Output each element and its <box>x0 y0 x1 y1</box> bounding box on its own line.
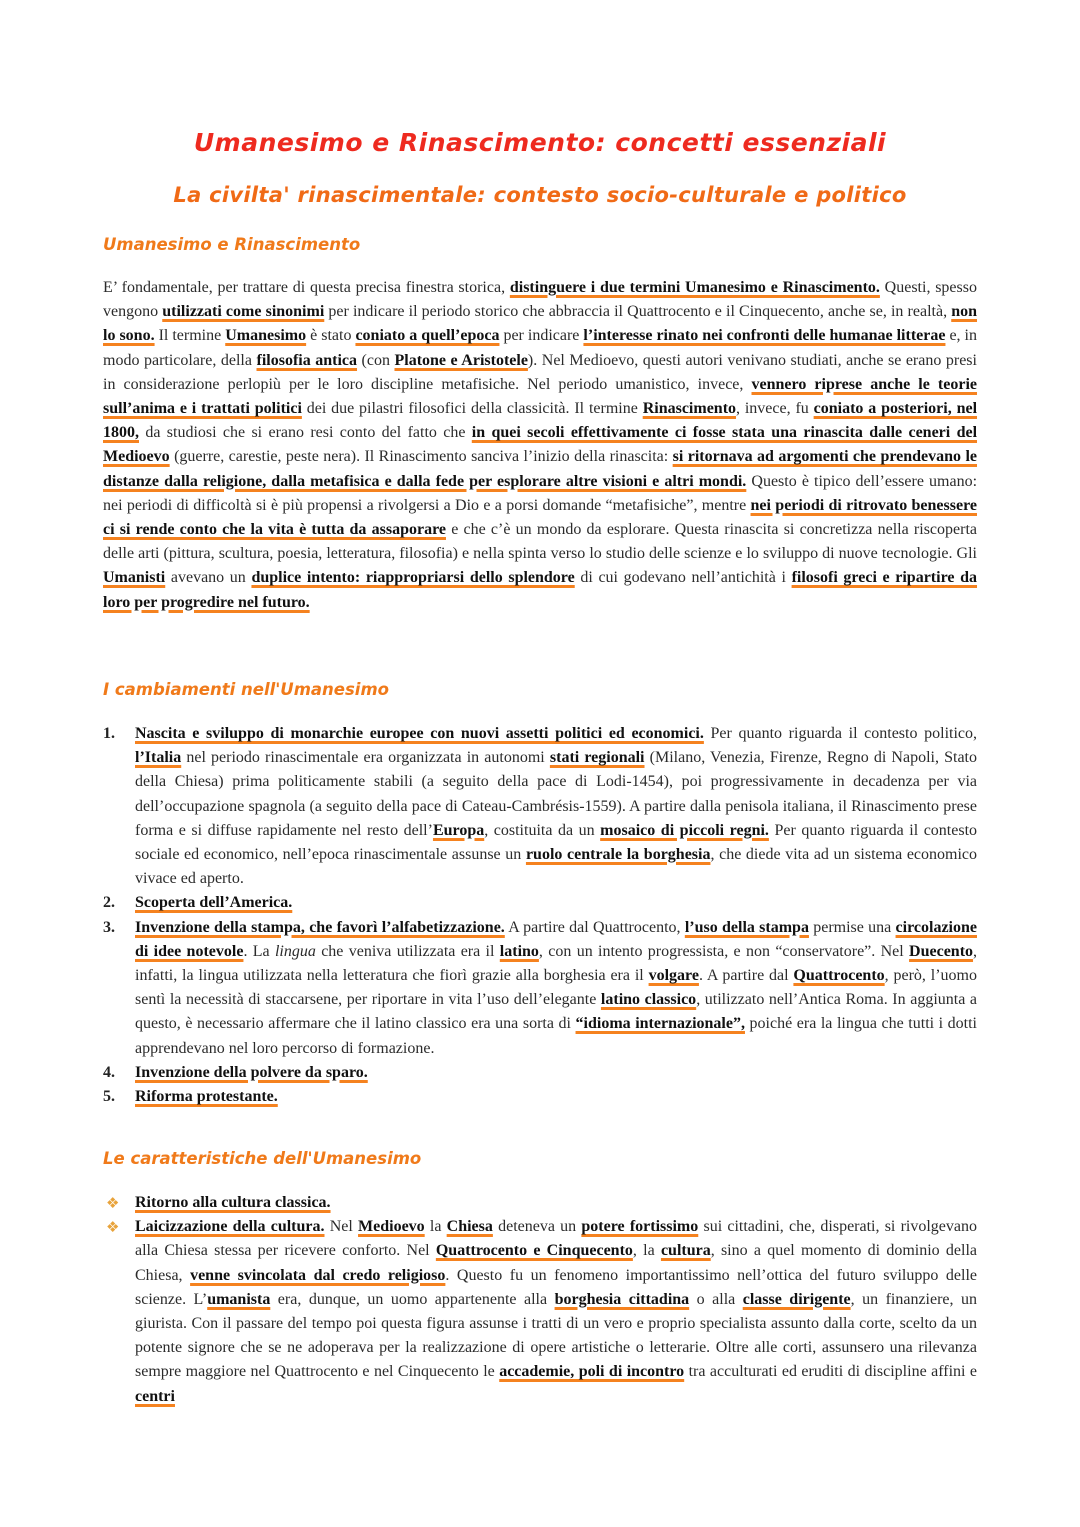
text-run: A partire dal Quattrocento, <box>504 918 685 936</box>
text-run: o alla <box>689 1290 743 1308</box>
highlight: l’Italia <box>135 749 182 767</box>
text-run: Questo è tipico dell’essere umano: nei periodi di difficoltà si è più propensi a rivolgersi a Dio e a porsi domande “metafisiche”, mentre <box>103 472 978 514</box>
text-run: ). Nel Medioevo, questi autori venivano studiati, anche se erano presi in considerazione perlopiù per le loro discipline metafisiche. Nel periodo umanistico, invece, <box>103 351 977 393</box>
list-number: 1. <box>103 725 115 742</box>
page-title: Umanesimo e Rinascimento: concetti essenziali <box>193 128 887 157</box>
features-list <box>103 1191 977 1409</box>
highlight: coniato a quell’epoca <box>355 327 500 345</box>
text-run: . La <box>243 942 275 960</box>
highlight: Nascita e sviluppo di monarchie europee con nuovi assetti politici ed economici. <box>135 725 704 742</box>
highlight: in quei secoli effettivamente ci fosse stata una rinascita dalle ceneri del Medioevo <box>103 424 978 466</box>
list-item <box>103 916 977 1061</box>
text-run: Questi, spesso vengono <box>103 279 977 321</box>
highlight: utilizzati come sinonimi <box>162 303 325 321</box>
highlight: Platone e Aristotele <box>394 351 528 369</box>
text-run: (con <box>357 351 395 369</box>
highlight: circolazione di idee notevole <box>135 918 977 960</box>
text-run: per indicare il periodo storico che abbraccia il Quattrocento e il Cinquecento, anche se, in realtà, <box>324 303 952 321</box>
section-heading-cambiamenti: I cambiamenti nell'Umanesimo <box>103 680 389 699</box>
highlight: Europa <box>432 821 485 839</box>
highlight: venne svincolata dal credo religioso <box>190 1266 446 1284</box>
text-run: tra acculturati ed eruditi di discipline affini e <box>684 1363 977 1381</box>
text-run: sui cittadini, che, disperati, si rivolgevano alla Chiesa stessa per ricevere conforto. Nel <box>135 1218 978 1260</box>
text-run: che veniva utilizzata era il <box>315 942 500 960</box>
highlight: Laicizzazione della cultura. <box>135 1218 325 1236</box>
highlight: mosaico di piccoli regni. <box>600 821 769 839</box>
text-run: , che diede vita ad un sistema economico vivace ed aperto. <box>135 846 978 888</box>
text-run: la <box>424 1218 447 1236</box>
list-item <box>103 1215 977 1409</box>
highlight: filosofia antica <box>256 351 358 369</box>
text-run: permise una <box>808 918 896 936</box>
text-run: Nel <box>324 1218 359 1236</box>
diamond-bullet-icon: ❖ <box>106 1194 120 1212</box>
text-run: poiché era la lingua che tutti i dotti apprendevano nel loro percorso di formazione. <box>135 1015 977 1057</box>
highlight: Medioevo <box>358 1218 425 1236</box>
section-heading-caratteristiche: Le caratteristiche dell'Umanesimo <box>103 1149 422 1168</box>
list-number: 3. <box>103 918 115 936</box>
text-run: nel periodo rinascimentale era organizzata in autonomi <box>181 749 550 767</box>
changes-list <box>103 722 977 1109</box>
highlight: duplice intento: riappropriarsi dello splendore <box>251 569 575 587</box>
text-run: . A partire dal <box>698 967 794 985</box>
section-heading-umanesimo-rinascimento: Umanesimo e Rinascimento <box>103 235 361 254</box>
text-run: , però, l’uomo sentì la necessità di staccarsene, per riportare in vita l’uso dell’elegante <box>135 967 977 1009</box>
highlight: accademie, poli di incontro <box>499 1363 685 1381</box>
highlight: si ritornava ad argomenti che prendevano le distanze dalla religione, dalla metafisica e dalla fede per esplorare altre visioni e altri mondi. <box>103 448 978 490</box>
list-item <box>103 722 977 891</box>
highlight: Invenzione della stampa, che favorì l’alfabetizzazione. <box>135 918 505 936</box>
highlight: Riforma protestante. <box>135 1088 278 1106</box>
text-run: , con un intento progressista, e non “conservatore”. Nel <box>538 942 910 960</box>
text-run: , utilizzato nell’Antica Roma. In aggiunta a questo, è necessario affermare che il latino classico era una sorta di <box>135 991 978 1033</box>
text-run: E’ fondamentale, per trattare di questa precisa finestra storica, <box>103 279 510 296</box>
text-run: , un finanziere, un giurista. Con il passare del tempo poi questa figura assunse i tratti di un vero e proprio specialista assunto dalla corte, scelto da un potente signore che se ne adoperava per la realizzazione di opere artistiche o letterarie. Oltre alle corti, assunsero una rilevanza sempre maggiore nel Quattrocento e nel Cinquecento le <box>135 1290 978 1381</box>
list-item <box>103 1191 977 1215</box>
highlight: “idioma internazionale”, <box>575 1015 745 1033</box>
text-run: , costituita da un <box>484 821 601 839</box>
text-run: di cui godevano nell’antichità i <box>574 569 792 587</box>
highlight: Quattrocento <box>793 967 885 985</box>
diamond-bullet-icon: ❖ <box>106 1218 120 1237</box>
intro-paragraph <box>103 276 977 615</box>
highlight: potere fortissimo <box>581 1218 699 1236</box>
highlight: Umanisti <box>103 569 166 587</box>
text-run: Per quanto riguarda il contesto politico, <box>703 725 978 742</box>
text-run: , la <box>632 1242 661 1260</box>
text-run: , invece, fu <box>736 400 814 418</box>
text-run: da studiosi che si erano resi conto del fatto che <box>139 424 472 442</box>
highlight: ruolo centrale la borghesia <box>525 846 711 864</box>
text-run: e che c’è un mondo da esplorare. Questa rinascita si concretizza nella riscoperta delle arti (pittura, scultura, poesia, letteratura, filosofia) e nella spinta verso lo studio delle scienze e lo sviluppo di nuove tecnologie. Gli <box>103 521 977 563</box>
text-run: era, dunque, un uomo appartenente alla <box>270 1290 555 1308</box>
list-item <box>103 1085 977 1109</box>
text-run: Il termine <box>154 327 226 345</box>
text-run: (Milano, Venezia, Firenze, Regno di Napoli, Stato della Chiesa) prima politicamente stabili (a seguito della pace di Lodi-1454), poi progressivamente in decadenza per via dell’occupazione spagnola (a seguito della pace di Cateau-Cambrésis-1559). A partire dalla penisola italiana, il Rinascimento prese forma e si diffuse rapidamente nel resto dell’ <box>135 749 978 839</box>
highlight: Chiesa <box>446 1218 493 1236</box>
text-run: (guerre, carestie, peste nera). Il Rinascimento sanciva l’inizio della rinascita: <box>169 448 673 466</box>
highlight: Invenzione della polvere da sparo. <box>135 1063 368 1081</box>
text-run: avevano un <box>165 569 252 587</box>
list-number: 5. <box>103 1088 115 1106</box>
highlight: stati regionali <box>549 749 645 767</box>
highlight: Scoperta dell’America. <box>135 894 293 912</box>
highlight: volgare <box>648 967 699 985</box>
text-run: . Questo fu un fenomeno importantissimo nell’ottica del futuro sviluppo delle scienze. L’ <box>135 1266 977 1308</box>
highlight: filosofi greci e ripartire da loro per progredire nel futuro. <box>103 569 978 611</box>
highlight: l’interesse rinato nei confronti delle humanae litterae <box>583 327 946 345</box>
highlight: Duecento <box>909 942 974 960</box>
highlight: Rinascimento <box>642 400 737 418</box>
highlight: centri <box>135 1387 175 1405</box>
text-run: Per quanto riguarda il contesto sociale ed economico, nell’epoca rinascimentale assunse un <box>135 821 978 864</box>
highlight: Ritorno alla cultura classica. <box>135 1194 331 1211</box>
highlight: borghesia cittadina <box>554 1290 690 1308</box>
highlight: vennero riprese anche le teorie sull’anima e i trattati politici <box>103 375 978 418</box>
highlight: Quattrocento e Cinquecento <box>435 1242 633 1260</box>
page-subtitle: La civilta' rinascimentale: contesto socio-culturale e politico <box>173 183 907 207</box>
highlight: umanista <box>207 1290 271 1308</box>
list-item <box>103 891 977 915</box>
list-number: 4. <box>103 1063 115 1081</box>
text-run: deteneva un <box>492 1218 582 1236</box>
text-run: per indicare <box>499 327 584 345</box>
highlight: non lo sono. <box>103 303 978 345</box>
highlight: classe dirigente <box>742 1290 851 1308</box>
text-run: dei due pilastri filosofici della classicità. Il termine <box>301 400 643 418</box>
highlight: coniato a posteriori, nel 1800, <box>103 400 978 442</box>
list-number: 2. <box>103 894 115 912</box>
text-run: e, in modo particolare, della <box>103 327 978 369</box>
list-item <box>103 1061 977 1085</box>
highlight: Umanesimo <box>225 327 307 345</box>
highlight: latino <box>499 942 539 960</box>
highlight: cultura <box>660 1242 711 1260</box>
highlight: latino classico <box>600 991 697 1009</box>
highlight: nei periodi di ritrovato benessere ci si rende conto che la vita è tutta da assaporare <box>103 496 977 539</box>
text-run: , sino a quel momento di dominio della Chiesa, <box>135 1242 977 1284</box>
highlight: distinguere i due termini Umanesimo e Rinascimento. <box>509 279 880 296</box>
text-run: è stato <box>306 327 356 345</box>
highlight: l’uso della stampa <box>684 918 809 936</box>
italic-text: lingua <box>274 942 316 960</box>
text-run: , infatti, la lingua utilizzata nella letteratura che fiorì grazie alla borghesia era il <box>135 942 978 985</box>
